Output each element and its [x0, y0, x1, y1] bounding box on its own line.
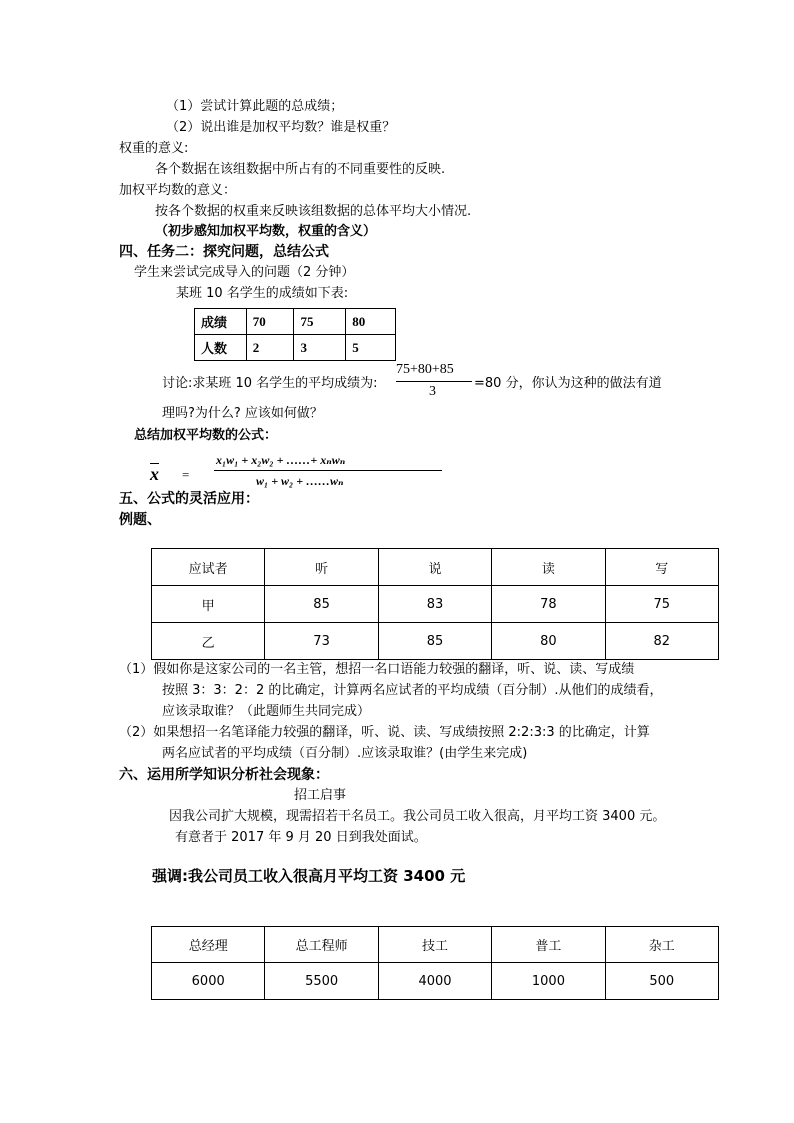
formula-equals: =	[182, 467, 190, 482]
formula-lhs: $\overline{x}$	[150, 464, 159, 484]
table-row	[195, 335, 396, 361]
weight-title: 权重的意义:	[119, 141, 189, 156]
table-header-cell: 总经理	[152, 927, 265, 963]
problem-1-line-2: 按照 3：3：2：2 的比确定，计算两名应试者的平均成绩（百分制）.从他们的成绩看，	[162, 683, 663, 698]
wavg-desc: 按各个数据的权重来反映该组数据的总体平均大小情况.	[155, 204, 472, 219]
table-cell: 82	[605, 623, 718, 660]
notice-line-2: 有意者于 2017 年 9 月 20 日到我处面试。	[175, 830, 427, 845]
notice-line-1: 因我公司扩大规模，现需招若干名员工。我公司员工收入很高，月平均工资 3400 元。	[169, 809, 666, 824]
table-header-cell: 说	[378, 549, 491, 586]
table-cell: 75	[294, 309, 346, 335]
table-cell: 85	[378, 623, 491, 660]
table-row	[152, 586, 719, 623]
table-row	[152, 963, 719, 1000]
formula-denominator: w₁ + w₂ + ……wₙ	[256, 474, 344, 488]
table-header-cell: 写	[605, 549, 718, 586]
table-cell: 6000	[152, 963, 265, 1000]
table-cell: 70	[246, 309, 294, 335]
notice-title: 招工启事	[294, 788, 347, 803]
table-cell: 78	[492, 586, 605, 623]
score-table	[194, 308, 396, 361]
problem-2-line-1: （2）如果想招一名笔译能力较强的翻译，听、说、读、写成绩按照 2:2:3:3 的比确定，计算	[119, 725, 650, 740]
table-header-cell: 技工	[378, 927, 491, 963]
table-cell: 5	[346, 335, 396, 361]
wavg-title: 加权平均数的意义：	[119, 183, 237, 198]
formula-title: 总结加权平均数的公式：	[134, 428, 278, 443]
table-cell: 4000	[378, 963, 491, 1000]
discuss-numerator: 75+80+85	[396, 362, 454, 377]
table-cell: 3	[294, 335, 346, 361]
table-header-cell: 读	[492, 549, 605, 586]
problem-1-line-3: 应该录取谁？（此题师生共同完成）	[162, 704, 371, 719]
table-header-cell: 应试者	[152, 549, 265, 586]
table-cell: 500	[605, 963, 718, 1000]
fraction-bar	[396, 381, 472, 382]
salary-table	[151, 926, 719, 1000]
table-header-cell: 听	[265, 549, 378, 586]
table-header-row	[152, 927, 719, 963]
table-cell: 83	[378, 586, 491, 623]
table-cell: 2	[246, 335, 294, 361]
table-cell: 成绩	[195, 309, 247, 335]
table-cell: 75	[605, 586, 718, 623]
discuss-suffix: =80 分，你认为这种的做法有道	[474, 376, 662, 391]
class-intro: 某班 10 名学生的成绩如下表:	[176, 286, 349, 301]
table-cell: 80	[492, 623, 605, 660]
section-4-heading: 四、任务二：探究问题，总结公式	[119, 244, 329, 260]
task-intro: 学生来尝试完成导入的问题（2 分钟）	[134, 265, 355, 280]
question-1: （1）尝试计算此题的总成绩；	[166, 99, 344, 114]
discuss-prefix: 讨论:求某班 10 名学生的平均成绩为:	[162, 376, 378, 391]
formula-bar	[214, 470, 442, 471]
table-cell: 80	[346, 309, 396, 335]
section-5-heading: 五、公式的灵活应用：	[119, 491, 259, 507]
table-cell: 5500	[265, 963, 378, 1000]
table-header-row	[152, 549, 719, 586]
table-header-cell: 杂工	[605, 927, 718, 963]
problem-2-line-2: 两名应试者的平均成绩（百分制）.应该录取谁？(由学生来完成)	[162, 746, 528, 761]
emphasis-line: 强调:我公司员工收入很高月平均工资 3400 元	[152, 867, 466, 885]
table-header-cell: 总工程师	[265, 927, 378, 963]
discuss-line-2: 理吗?为什么? 应该如何做？	[162, 406, 323, 421]
table-cell: 73	[265, 623, 378, 660]
table-cell: 甲	[152, 586, 265, 623]
table-row	[152, 623, 719, 660]
table-cell: 85	[265, 586, 378, 623]
question-2: （2）说出谁是加权平均数？谁是权重？	[166, 120, 396, 135]
section-6-heading: 六、运用所学知识分析社会现象：	[119, 767, 329, 783]
table-row	[195, 309, 396, 335]
example-label: 例题、	[119, 512, 161, 528]
problem-1-line-1: （1）假如你是这家公司的一名主管，想招一名口语能力较强的翻译，听、说、读、写成绩	[119, 662, 635, 677]
weight-desc: 各个数据在该组数据中所占有的不同重要性的反映.	[155, 162, 446, 177]
table-header-cell: 普工	[492, 927, 605, 963]
perceive-note: （初步感知加权平均数，权重的含义）	[155, 224, 377, 239]
exam-table	[151, 548, 719, 660]
formula-numerator: x₁w₁ + x₂w₂ + ……+ xₙwₙ	[216, 453, 346, 467]
table-cell: 人数	[195, 335, 247, 361]
table-cell: 乙	[152, 623, 265, 660]
discuss-denominator: 3	[429, 384, 436, 399]
table-cell: 1000	[492, 963, 605, 1000]
